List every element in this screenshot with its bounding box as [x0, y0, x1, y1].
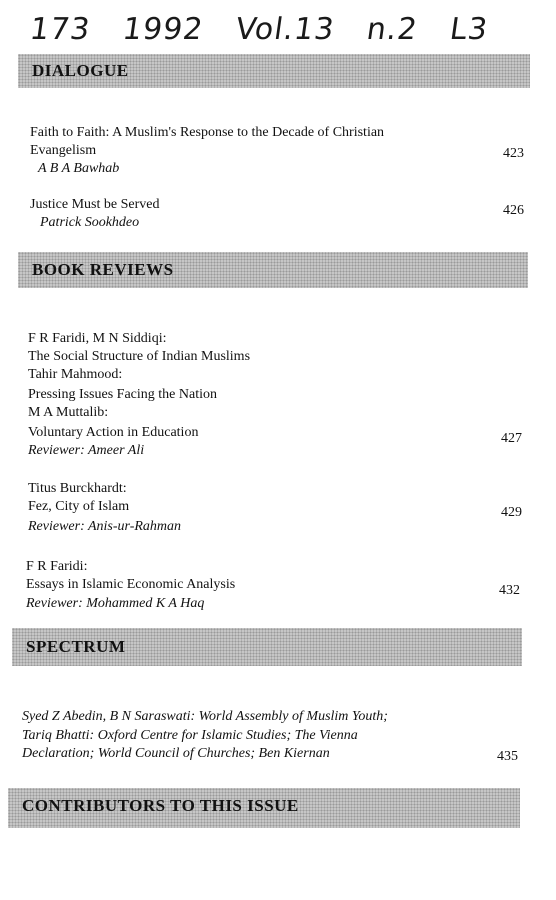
review-line: Titus Burckhardt: — [28, 481, 127, 496]
article-title: Faith to Faith: A Muslim's Response to the Decade of Christian — [30, 125, 385, 140]
review-line: Tahir Mahmood: — [28, 367, 123, 382]
handwritten-note-part: L3 — [447, 12, 491, 47]
review-line: Pressing Issues Facing the Nation — [28, 387, 217, 402]
handwritten-note-part: 1992 — [120, 12, 206, 47]
review-line: The Social Structure of Indian Muslims — [28, 349, 251, 364]
section-title: DIALOGUE — [32, 61, 129, 80]
page-number: 432 — [499, 583, 520, 598]
spectrum-line: Declaration; World Council of Churches; Ben Kiernan — [22, 746, 330, 761]
section-title: BOOK REVIEWS — [32, 260, 174, 279]
review-line: M A Muttalib: — [28, 405, 109, 420]
handwritten-note-part: n.2 — [364, 12, 421, 47]
page-number: 429 — [501, 505, 522, 520]
article-title: Justice Must be Served — [30, 197, 160, 212]
handwritten-note-part: 173 — [27, 12, 93, 47]
page-number: 423 — [503, 146, 524, 161]
article-author: A B A Bawhab — [38, 161, 120, 176]
review-line: Essays in Islamic Economic Analysis — [26, 577, 236, 592]
reviewer: Reviewer: Mohammed K A Haq — [26, 596, 205, 611]
section-header-book-reviews — [18, 252, 528, 288]
review-line: F R Faridi, M N Siddiqi: — [28, 331, 167, 346]
section-title: CONTRIBUTORS TO THIS ISSUE — [22, 796, 299, 815]
article-title: Evangelism — [30, 143, 97, 158]
page-number: 426 — [503, 203, 524, 218]
section-header-dialogue — [18, 54, 530, 88]
handwritten-note — [27, 6, 544, 54]
page-number: 427 — [501, 431, 522, 446]
section-header-spectrum — [12, 628, 522, 666]
review-line: F R Faridi: — [26, 559, 88, 574]
reviewer: Reviewer: Anis-ur-Rahman — [28, 519, 182, 534]
handwritten-note-part: Vol.13 — [233, 12, 337, 47]
spectrum-line: Syed Z Abedin, B N Saraswati: World Assembly of Muslim Youth; — [22, 709, 388, 724]
page-number: 435 — [497, 749, 518, 764]
section-header-contributors — [8, 788, 520, 828]
section-title: SPECTRUM — [26, 637, 126, 656]
article-author: Patrick Sookhdeo — [40, 215, 140, 230]
review-line: Voluntary Action in Education — [28, 425, 199, 440]
spectrum-line: Tariq Bhatti: Oxford Centre for Islamic Studies; The Vienna — [22, 728, 358, 743]
review-line: Fez, City of Islam — [28, 499, 130, 514]
reviewer: Reviewer: Ameer Ali — [28, 443, 145, 458]
